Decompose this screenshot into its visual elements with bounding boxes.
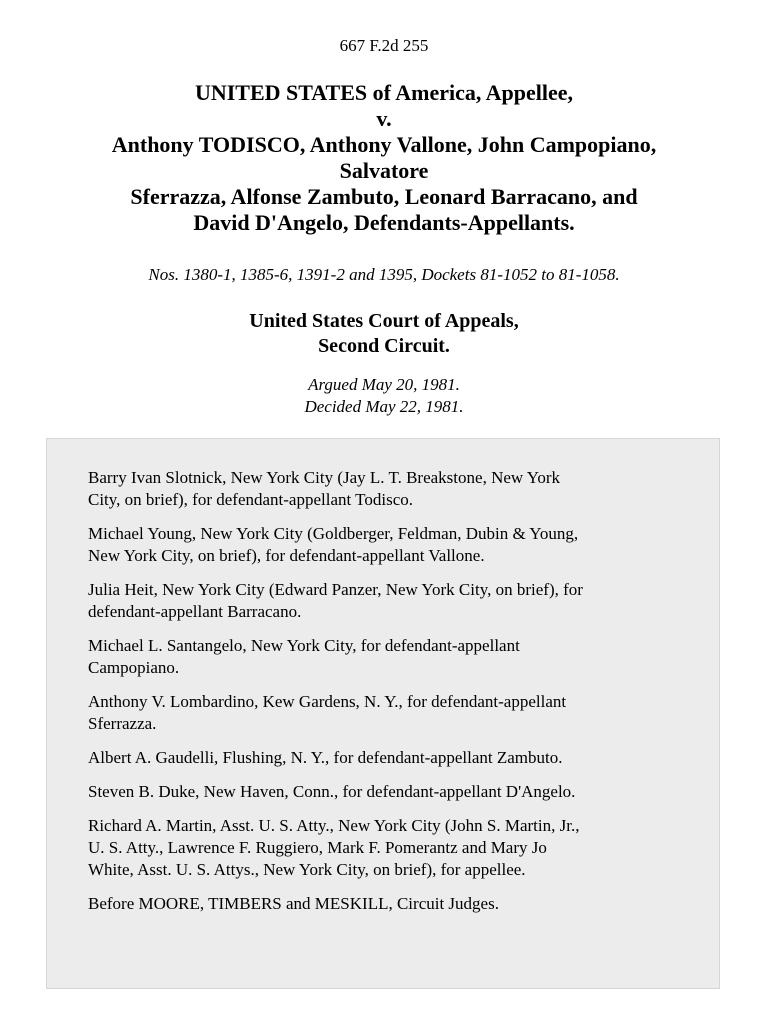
decided-date: Decided May 22, 1981. (304, 397, 464, 416)
court-name-line: United States Court of Appeals, (249, 310, 519, 332)
counsel-panel (46, 438, 720, 989)
caption-line: Salvatore (339, 158, 429, 183)
case-caption (0, 80, 768, 236)
court-name (0, 309, 768, 359)
docket-numbers: Nos. 1380-1, 1385-6, 1391-2 and 1395, Dockets 81-1052 to 81-1058. (148, 265, 620, 284)
case-dates (0, 374, 768, 418)
case-citation: 667 F.2d 255 (339, 36, 429, 55)
counsel-entry: Steven B. Duke, New Haven, Conn., for defendant-appellant D'Angelo. (88, 782, 576, 801)
argued-date: Argued May 20, 1981. (308, 375, 460, 394)
counsel-entry: Anthony V. Lombardino, Kew Gardens, N. Y., for defendant-appellant Sferrazza. (88, 692, 567, 733)
counsel-entry: Michael Young, New York City (Goldberger, Feldman, Dubin & Young, New York City, on brief), for defendant-appellant Vallone. (88, 524, 579, 565)
court-circuit-line: Second Circuit. (318, 335, 450, 357)
caption-line: v. (376, 106, 392, 131)
caption-line: Sferrazza, Alfonse Zambuto, Leonard Barracano, and (130, 184, 638, 209)
counsel-entry: Richard A. Martin, Asst. U. S. Atty., New York City (John S. Martin, Jr., U. S. Atty., Lawrence F. Ruggiero, Mark F. Pomerantz and Mary Jo White, Asst. U. S. Attys., New York City, on brief), for appellee. (88, 816, 580, 879)
counsel-entry: Albert A. Gaudelli, Flushing, N. Y., for defendant-appellant Zambuto. (88, 748, 563, 767)
caption-line: Anthony TODISCO, Anthony Vallone, John Campopiano, (111, 132, 657, 157)
judges-panel: Before MOORE, TIMBERS and MESKILL, Circuit Judges. (88, 894, 499, 913)
counsel-entry: Michael L. Santangelo, New York City, for defendant-appellant Campopiano. (88, 636, 520, 677)
counsel-entry: Barry Ivan Slotnick, New York City (Jay L. T. Breakstone, New York City, on brief), for defendant-appellant Todisco. (88, 468, 561, 509)
caption-line: David D'Angelo, Defendants-Appellants. (193, 210, 575, 235)
caption-line: UNITED STATES of America, Appellee, (194, 80, 574, 105)
counsel-entry: Julia Heit, New York City (Edward Panzer, New York City, on brief), for defendant-appellant Barracano. (88, 580, 583, 621)
